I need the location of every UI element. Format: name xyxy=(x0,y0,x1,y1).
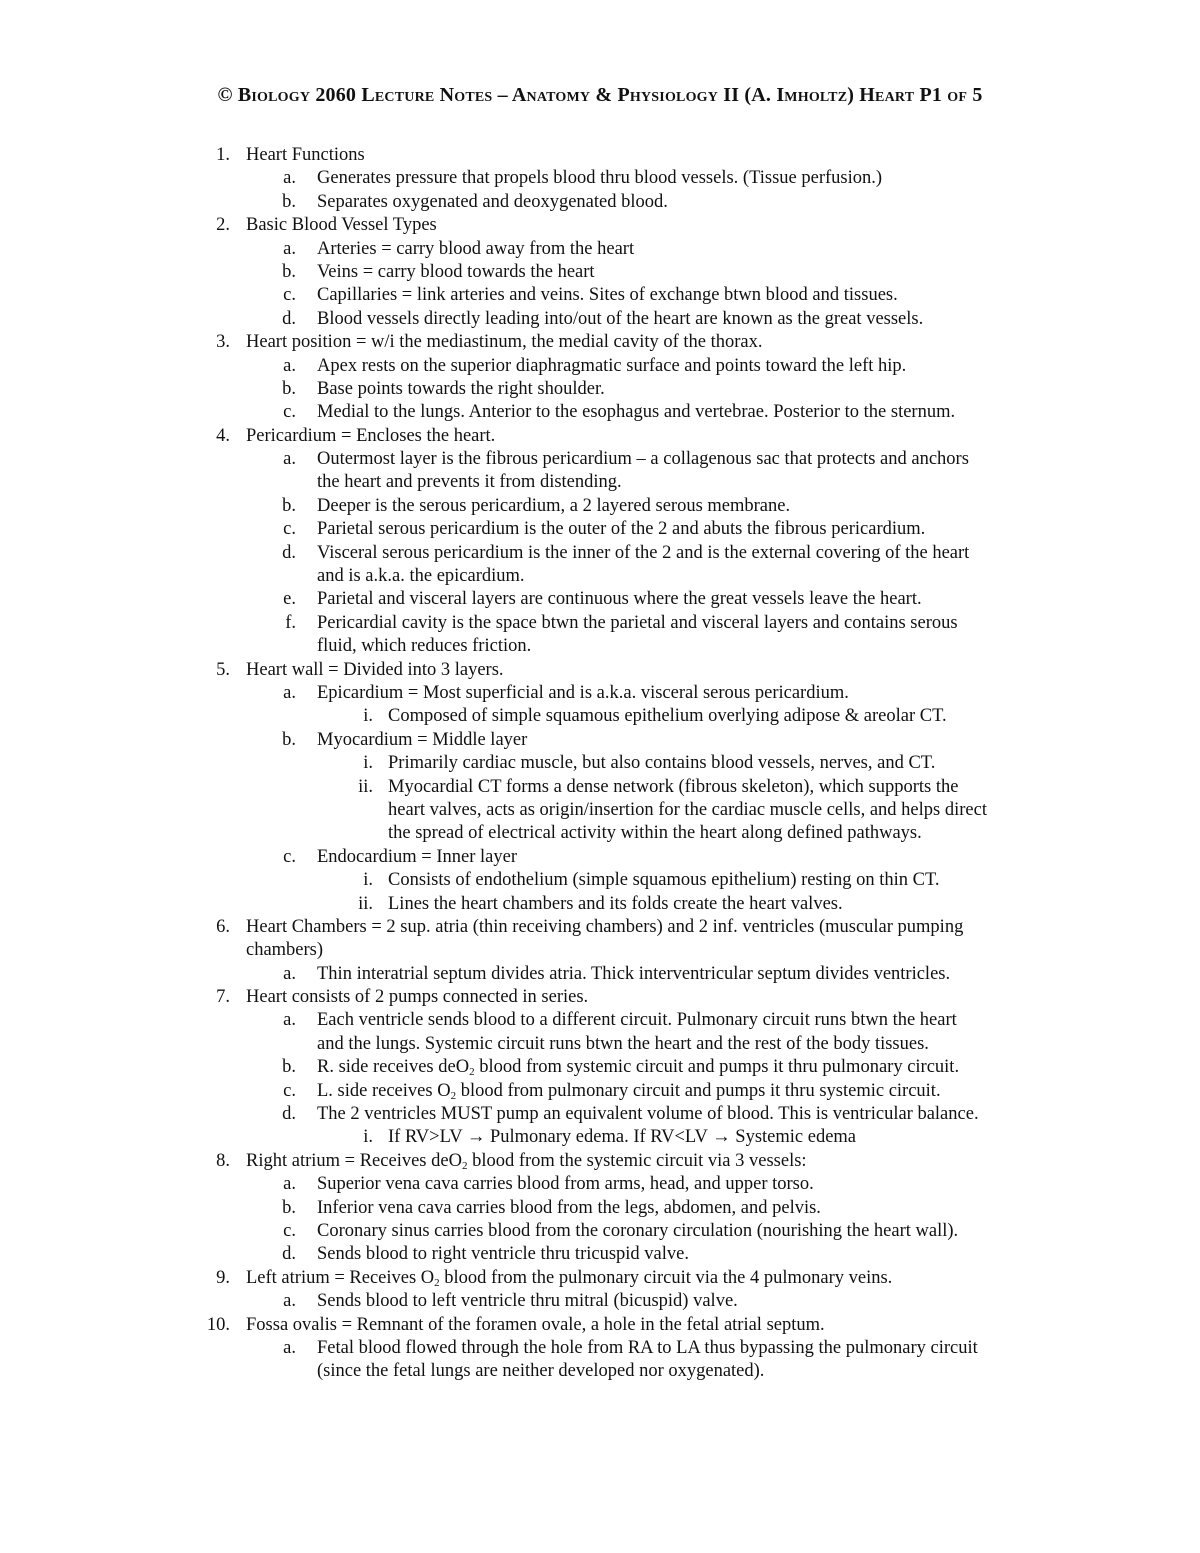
outline-marker: i. xyxy=(363,1127,373,1148)
outline-text xyxy=(317,542,969,565)
outline-text-main: Heart wall = Divided into 3 layers. xyxy=(246,659,504,680)
outline-marker: d. xyxy=(282,1244,296,1265)
outline-marker: b. xyxy=(282,261,296,282)
outline-marker: b. xyxy=(282,191,296,212)
outline-text xyxy=(317,635,531,658)
outline-text-main: Thin interatrial septum divides atria. Thick interventricular septum divides ventricles. xyxy=(317,963,951,984)
outline-line xyxy=(0,238,1200,261)
outline-text-main: chambers) xyxy=(246,940,324,961)
outline-text-main: Myocardium = Middle layer xyxy=(317,729,528,750)
outline-text-main: Composed of simple squamous epithelium overlying adipose & areolar CT. xyxy=(388,706,947,727)
outline-text-main: Generates pressure that propels blood thru blood vessels. (Tissue perfusion.) xyxy=(317,168,883,189)
outline-marker: c. xyxy=(283,1220,296,1241)
outline-text-main: Fossa ovalis = Remnant of the foramen ovale, a hole in the fetal atrial septum. xyxy=(246,1314,825,1335)
outline-text xyxy=(317,518,925,541)
outline-line xyxy=(0,378,1200,401)
outline-text-main: Capillaries = link arteries and veins. Sites of exchange btwn blood and tissues. xyxy=(317,285,898,306)
outline-marker: 8. xyxy=(216,1150,230,1171)
outline-line xyxy=(0,261,1200,284)
outline-line xyxy=(0,1360,1200,1383)
outline-marker: b. xyxy=(282,1057,296,1078)
outline-line xyxy=(0,355,1200,378)
outline-text xyxy=(317,1290,738,1313)
outline-text-main: Primarily cardiac muscle, but also contains blood vessels, nerves, and CT. xyxy=(388,753,936,774)
outline-line xyxy=(0,1197,1200,1220)
outline-text xyxy=(317,612,958,635)
outline-line xyxy=(0,752,1200,775)
outline-text-main: R. side receives deO xyxy=(317,1057,470,1078)
outline-text xyxy=(317,1360,764,1383)
outline-text xyxy=(317,1009,957,1032)
outline-marker: 2. xyxy=(216,215,230,236)
outline-text xyxy=(317,682,849,705)
outline-text xyxy=(246,144,365,167)
outline-marker: c. xyxy=(283,285,296,306)
outline-text-main: Apex rests on the superior diaphragmatic surface and points toward the left hip. xyxy=(317,355,907,376)
outline-text xyxy=(388,799,987,822)
outline-line xyxy=(0,565,1200,588)
outline-marker: c. xyxy=(283,402,296,423)
outline-text-main: Deeper is the serous pericardium, a 2 layered serous membrane. xyxy=(317,495,791,516)
outline-text-rest: blood from the systemic circuit via 3 vessels: xyxy=(467,1150,807,1171)
outline-text xyxy=(388,705,947,728)
outline-line xyxy=(0,331,1200,354)
outline-marker: i. xyxy=(363,870,373,891)
outline-text xyxy=(317,378,605,401)
outline-text-main: Pericardial cavity is the space btwn the parietal and visceral layers and contains serous xyxy=(317,612,958,633)
outline-line xyxy=(0,1220,1200,1243)
outline-line xyxy=(0,144,1200,167)
outline-line xyxy=(0,1267,1200,1290)
outline-text-main: Myocardial CT forms a dense network (fibrous skeleton), which supports the xyxy=(388,776,959,797)
subscript: 2 xyxy=(469,1066,475,1079)
outline-text-main: the spread of electrical activity within the heart along defined pathways. xyxy=(388,823,922,844)
outline-line xyxy=(0,963,1200,986)
outline-marker: i. xyxy=(363,706,373,727)
outline-text-main: Arteries = carry blood away from the heart xyxy=(317,238,635,259)
outline-text xyxy=(317,191,668,214)
outline-marker: a. xyxy=(283,1174,296,1195)
outline-text xyxy=(388,893,843,916)
outline-marker: 9. xyxy=(216,1267,230,1288)
outline-text xyxy=(246,916,963,939)
outline-marker: b. xyxy=(282,1197,296,1218)
outline-line xyxy=(0,1126,1200,1149)
outline-text xyxy=(317,1056,959,1079)
outline-text xyxy=(388,822,922,845)
subscript: 2 xyxy=(461,1159,468,1172)
outline-text xyxy=(317,495,790,518)
outline-line xyxy=(0,1103,1200,1126)
outline-marker: c. xyxy=(283,846,296,867)
outline-text xyxy=(317,308,923,331)
outline-text xyxy=(317,448,969,471)
outline-text-main: fluid, which reduces friction. xyxy=(317,636,532,657)
outline-text xyxy=(317,471,622,494)
outline-text xyxy=(317,1220,958,1243)
outline-line xyxy=(0,1150,1200,1173)
outline-line xyxy=(0,682,1200,705)
outline-text-main: Fetal blood flowed through the hole from RA to LA thus bypassing the pulmonary circuit xyxy=(317,1337,978,1358)
outline-marker: ii. xyxy=(358,776,373,797)
outline-line xyxy=(0,635,1200,658)
outline-line xyxy=(0,401,1200,424)
outline-line xyxy=(0,1009,1200,1032)
outline-line xyxy=(0,776,1200,799)
outline-line xyxy=(0,939,1200,962)
outline-text xyxy=(317,238,634,261)
outline-text-main: Blood vessels directly leading into/out of the heart are known as the great vessels. xyxy=(317,308,924,329)
outline-line xyxy=(0,588,1200,611)
outline-marker: 6. xyxy=(216,916,230,937)
outline-line xyxy=(0,214,1200,237)
outline-text-main: Heart position = w/i the mediastinum, the medial cavity of the thorax. xyxy=(246,332,763,353)
outline-text xyxy=(317,1243,689,1266)
outline-text xyxy=(246,425,495,448)
outline-text-main: Consists of endothelium (simple squamous epithelium) resting on thin CT. xyxy=(388,870,940,891)
outline-text-main: Parietal serous pericardium is the outer of the 2 and abuts the fibrous pericardium. xyxy=(317,519,926,540)
outline-marker: 7. xyxy=(216,987,230,1008)
outline-marker: a. xyxy=(283,1337,296,1358)
outline-text-main: Outermost layer is the fibrous pericardium – a collagenous sac that protects and anchors xyxy=(317,449,969,470)
outline-text-main: Veins = carry blood towards the heart xyxy=(317,261,595,282)
outline-text xyxy=(317,846,517,869)
outline-list xyxy=(0,144,1200,1384)
outline-text-main: Lines the heart chambers and its folds create the heart valves. xyxy=(388,893,843,914)
outline-line xyxy=(0,612,1200,635)
outline-line xyxy=(0,518,1200,541)
outline-marker: 10. xyxy=(206,1314,230,1335)
outline-text-main: Inferior vena cava carries blood from the legs, abdomen, and pelvis. xyxy=(317,1197,821,1218)
outline-marker: a. xyxy=(283,355,296,376)
outline-line xyxy=(0,986,1200,1009)
outline-text xyxy=(317,963,950,986)
subscript: 2 xyxy=(434,1276,440,1289)
outline-text-main: Basic Blood Vessel Types xyxy=(246,215,437,236)
outline-marker: a. xyxy=(283,168,296,189)
outline-marker: b. xyxy=(282,378,296,399)
outline-text-main: Base points towards the right shoulder. xyxy=(317,378,605,399)
outline-line xyxy=(0,1290,1200,1313)
outline-line xyxy=(0,284,1200,307)
outline-marker: b. xyxy=(282,495,296,516)
outline-marker: b. xyxy=(282,729,296,750)
outline-line xyxy=(0,846,1200,869)
outline-text-rest: blood from pulmonary circuit and pumps it thru systemic circuit. xyxy=(456,1080,941,1101)
outline-text-main: L. side receives O xyxy=(317,1080,451,1101)
outline-text-main: and the lungs. Systemic circuit runs btwn the heart and the rest of the body tissues. xyxy=(317,1033,929,1054)
outline-marker: a. xyxy=(283,1291,296,1312)
outline-text-main: the heart and prevents it from distending. xyxy=(317,472,622,493)
outline-text xyxy=(317,355,906,378)
outline-marker: e. xyxy=(283,589,296,610)
outline-line xyxy=(0,167,1200,190)
outline-line xyxy=(0,1033,1200,1056)
outline-marker: f. xyxy=(285,612,296,633)
outline-line xyxy=(0,191,1200,214)
outline-text xyxy=(317,729,527,752)
outline-marker: d. xyxy=(282,542,296,563)
outline-text-main: Endocardium = Inner layer xyxy=(317,846,517,867)
outline-text xyxy=(246,331,763,354)
outline-text-main: Each ventricle sends blood to a different circuit. Pulmonary circuit runs btwn the heart xyxy=(317,1010,957,1031)
outline-line xyxy=(0,1243,1200,1266)
outline-text xyxy=(317,1337,978,1360)
outline-text xyxy=(317,1103,979,1126)
outline-text-main: Heart Chambers = 2 sup. atria (thin receiving chambers) and 2 inf. ventricles (muscular pumping xyxy=(246,916,964,937)
outline-text-main: Coronary sinus carries blood from the coronary circulation (nourishing the heart wall). xyxy=(317,1220,959,1241)
outline-text xyxy=(317,1033,929,1056)
outline-text-main: Pericardium = Encloses the heart. xyxy=(246,425,496,446)
outline-line xyxy=(0,1173,1200,1196)
outline-text xyxy=(317,588,922,611)
outline-marker: ii. xyxy=(358,893,373,914)
outline-marker: a. xyxy=(283,682,296,703)
subscript: 2 xyxy=(450,1089,457,1102)
outline-line xyxy=(0,495,1200,518)
outline-text-main: If RV>LV → Pulmonary edema. If RV<LV → Systemic edema xyxy=(388,1127,857,1148)
outline-line xyxy=(0,799,1200,822)
outline-marker: i. xyxy=(363,753,373,774)
outline-text xyxy=(388,869,940,892)
outline-marker: 3. xyxy=(216,332,230,353)
outline-text-main: heart valves, acts as origin/insertion for the cardiac muscle cells, and helps direct xyxy=(388,799,987,820)
outline-text-main: Superior vena cava carries blood from arms, head, and upper torso. xyxy=(317,1174,814,1195)
outline-text-main: Medial to the lungs. Anterior to the esophagus and vertebrae. Posterior to the sternum. xyxy=(317,402,956,423)
outline-marker: a. xyxy=(283,963,296,984)
outline-text xyxy=(317,1080,941,1103)
outline-text xyxy=(246,659,504,682)
outline-text xyxy=(317,401,955,424)
outline-line xyxy=(0,1314,1200,1337)
outline-marker: 5. xyxy=(216,659,230,680)
outline-text xyxy=(246,214,437,237)
outline-text-main: (since the fetal lungs are neither developed nor oxygenated). xyxy=(317,1361,765,1382)
outline-text xyxy=(246,939,323,962)
outline-text-main: Separates oxygenated and deoxygenated blood. xyxy=(317,191,668,212)
outline-line xyxy=(0,822,1200,845)
outline-text xyxy=(388,776,958,799)
outline-marker: d. xyxy=(282,308,296,329)
outline-text xyxy=(317,167,882,190)
outline-marker: a. xyxy=(283,1010,296,1031)
outline-text xyxy=(246,1267,892,1290)
outline-line xyxy=(0,1056,1200,1079)
outline-line xyxy=(0,705,1200,728)
outline-line xyxy=(0,729,1200,752)
outline-text-rest: blood from systemic circuit and pumps it thru pulmonary circuit. xyxy=(474,1057,960,1078)
outline-marker: c. xyxy=(283,519,296,540)
page-header: © Biology 2060 Lecture Notes – Anatomy & Physiology II (A. Imholtz) Heart P1 of 5 xyxy=(217,84,983,106)
outline-text xyxy=(317,1173,814,1196)
outline-text-rest: blood from the pulmonary circuit via the 4 pulmonary veins. xyxy=(439,1267,893,1288)
outline-line xyxy=(0,916,1200,939)
outline-text-main: and is a.k.a. the epicardium. xyxy=(317,566,525,587)
outline-marker: d. xyxy=(282,1104,296,1125)
outline-marker: c. xyxy=(283,1080,296,1101)
outline-text xyxy=(317,261,595,284)
outline-line xyxy=(0,471,1200,494)
outline-text xyxy=(317,284,898,307)
outline-line xyxy=(0,308,1200,331)
outline-line xyxy=(0,448,1200,471)
outline-line xyxy=(0,893,1200,916)
outline-marker: a. xyxy=(283,449,296,470)
outline-text xyxy=(388,752,935,775)
outline-text-main: Heart Functions xyxy=(246,145,365,165)
outline-marker: 1. xyxy=(216,145,230,165)
outline-text xyxy=(246,1314,825,1337)
outline-text-main: Sends blood to right ventricle thru tricuspid valve. xyxy=(317,1244,689,1265)
outline-text-main: The 2 ventricles MUST pump an equivalent volume of blood. This is ventricular balance. xyxy=(317,1104,979,1125)
outline-text-main: Visceral serous pericardium is the inner of the 2 and is the external covering of the heart xyxy=(317,542,970,563)
outline-text xyxy=(246,986,588,1009)
outline-text-main: Left atrium = Receives O xyxy=(246,1267,435,1288)
outline-text-main: Sends blood to left ventricle thru mitral (bicuspid) valve. xyxy=(317,1291,738,1312)
outline-line xyxy=(0,1080,1200,1103)
outline-marker: 4. xyxy=(216,425,230,446)
outline-text-main: Parietal and visceral layers are continuous where the great vessels leave the heart. xyxy=(317,589,922,610)
outline-text xyxy=(388,1126,856,1149)
outline-line xyxy=(0,869,1200,892)
outline-text xyxy=(317,565,525,588)
outline-line xyxy=(0,542,1200,565)
outline-line xyxy=(0,425,1200,448)
outline-text-main: Right atrium = Receives deO xyxy=(246,1150,462,1171)
outline-line xyxy=(0,1337,1200,1360)
outline-text xyxy=(246,1150,807,1173)
outline-text-main: Heart consists of 2 pumps connected in series. xyxy=(246,987,589,1008)
outline-text xyxy=(317,1197,821,1220)
outline-marker: a. xyxy=(283,238,296,259)
outline-line xyxy=(0,659,1200,682)
outline-text-main: Epicardium = Most superficial and is a.k.a. visceral serous pericardium. xyxy=(317,682,849,703)
